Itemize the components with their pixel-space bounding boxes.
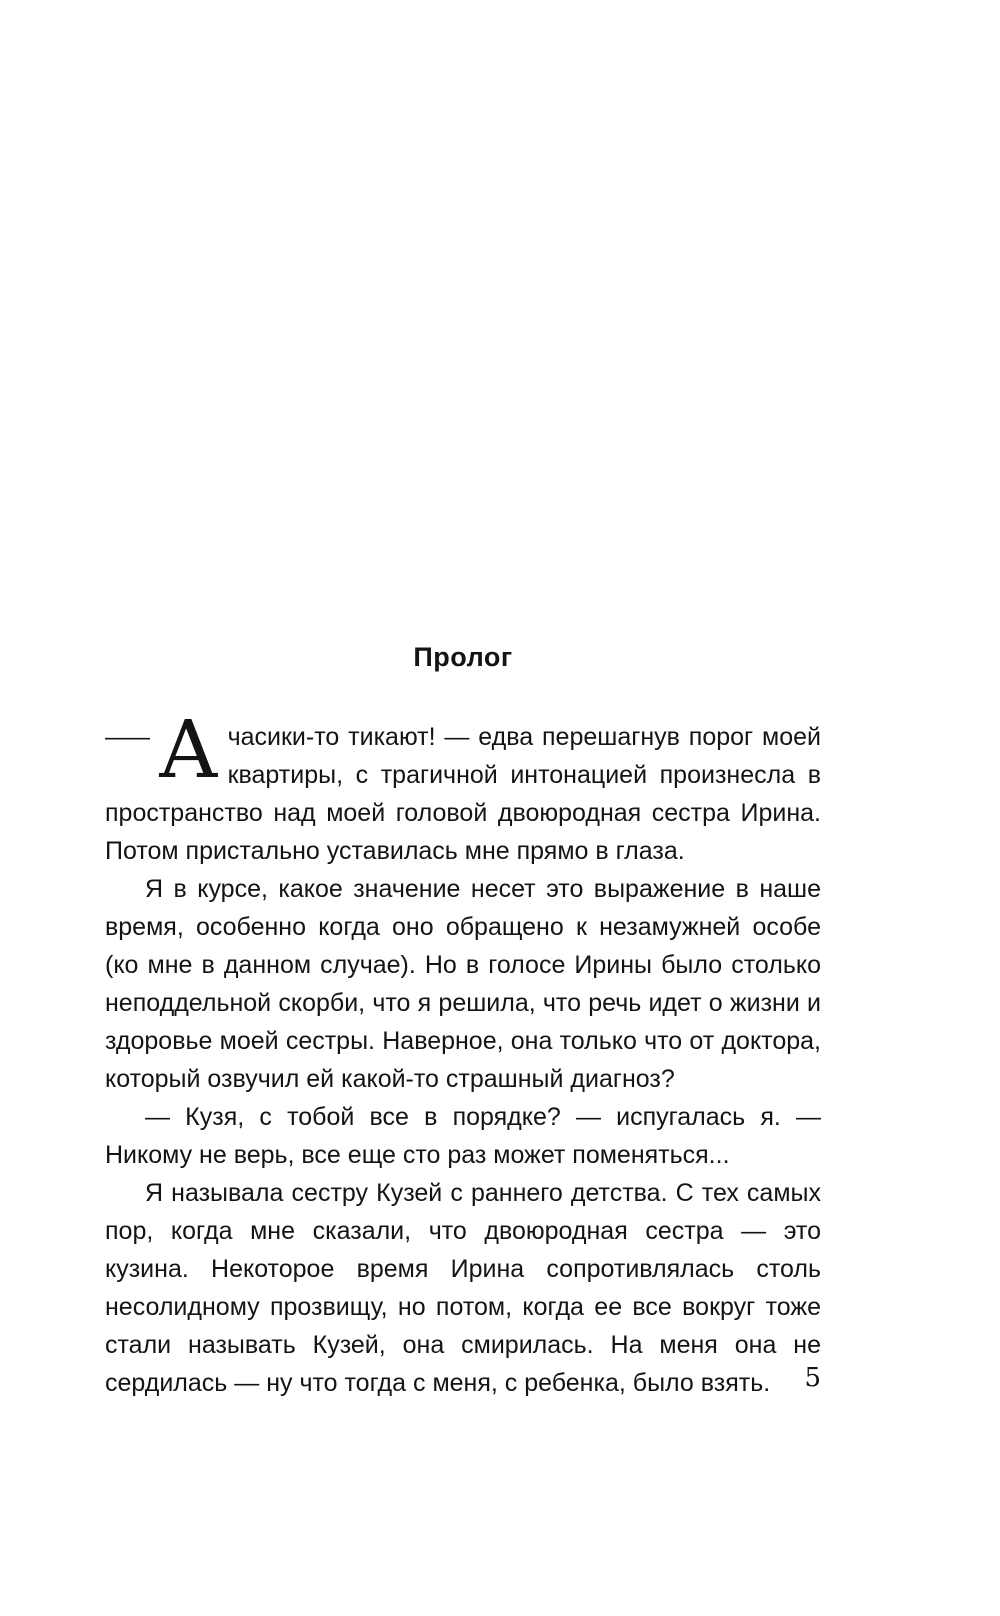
paragraph [105, 703, 821, 870]
paragraph-text: часики-то тикают! — едва перешагнув порог моей квартиры, с трагичной интонацией произнесла в пространство над моей головой двоюродная сестра Ирина. Потом пристально уставилась мне прямо в глаза. [105, 723, 821, 865]
page-number: 5 [804, 1363, 821, 1393]
paragraph [105, 870, 821, 1098]
paragraph-text: Я в курсе, какое значение несет это выражение в наше время, особенно когда оно обращено к незамужней особе (ко мне в данном случае). Но в голосе Ирины было столько неподдельной скорби, что я решила, что речь идет о жизни и здоровье моей сестры. Наверное, она только что от доктора, который озвучил ей какой-то страшный диагноз? [105, 875, 821, 1093]
paragraph-text: Я называла сестру Кузей с раннего детства. С тех самых пор, когда мне сказали, что двоюродная сестра — это кузина. Некоторое время Ирина сопротивлялась столь несолидному прозвищу, но потом, когда ее все вокруг тоже стали называть Кузей, она смирилась. На меня она не сердилась — ну что тогда с меня, с ребенка, было взять. [105, 1179, 821, 1397]
drop-cap [105, 703, 219, 796]
text-column [105, 640, 821, 1402]
em-dash: — [105, 723, 150, 751]
body-text [105, 703, 821, 1402]
paragraph-text: — Кузя, с тобой все в порядке? — испугалась я. — Никому не верь, все еще сто раз может поменяться... [105, 1103, 821, 1169]
chapter-title: Пролог [413, 642, 513, 672]
drop-cap-letter: А [158, 703, 219, 796]
paragraph [105, 1098, 821, 1174]
